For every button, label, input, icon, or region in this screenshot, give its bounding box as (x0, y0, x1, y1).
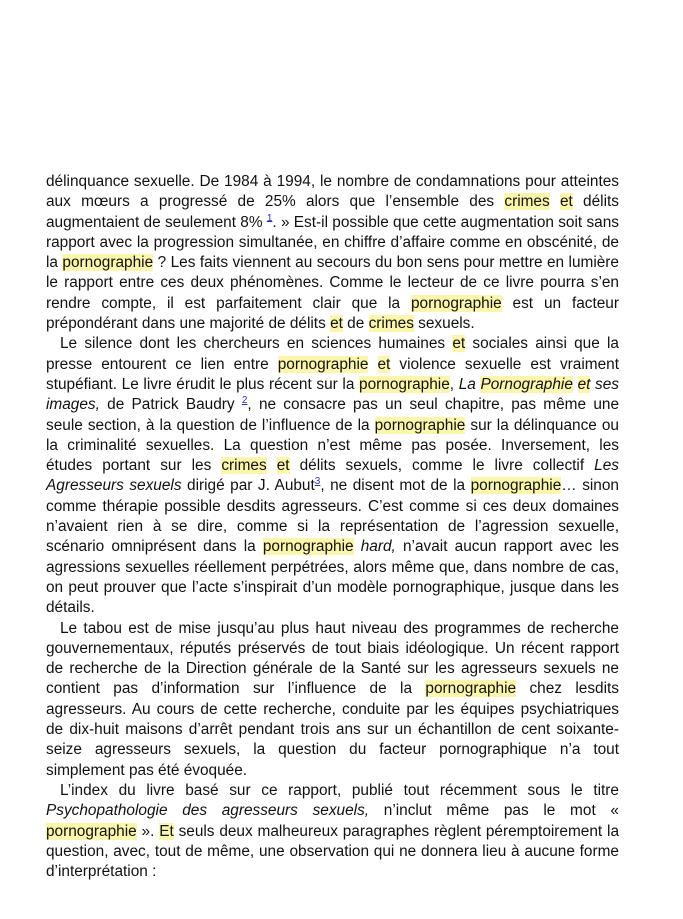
highlighted-term: pornographie (62, 254, 154, 272)
text-run: délits augmentaient de seulement 8% (46, 193, 619, 231)
italic-text: hard, (360, 538, 396, 556)
text-run (267, 457, 277, 474)
highlighted-term: et (330, 315, 343, 333)
footnote-link[interactable]: 1 (266, 212, 273, 224)
document-page (46, 172, 619, 882)
paragraph (46, 781, 619, 882)
highlighted-term: Et (159, 822, 174, 840)
text-run: Le silence dont les chercheurs en sciences humaines (60, 335, 453, 353)
highlighted-term: pornographie (277, 355, 369, 373)
text-run: délinquance sexuelle. De 1984 à 1994, le nombre de condamnations pour atteintes aux mœurs a progressé de 25% alors que l’ensemble des (46, 173, 619, 211)
text-run (354, 538, 361, 555)
italic-text (573, 376, 578, 393)
text-run: sexuels. (413, 315, 475, 333)
text-run: Le tabou est de mise jusqu’au plus haut niveau des programmes de recherche gouvernementaux, réputés préservés de tout biais idéologique. Un récent rapport de recherche de la Direction générale de la Santé sur les agresseurs sexuels ne contient pas d’information sur l’influence de la (46, 619, 619, 698)
highlighted-term: et (452, 335, 466, 353)
text-run: , (449, 375, 459, 393)
text-run: … sinon comme thérapie possible desdits agresseurs. C’est comme si ces deux domaines n’avaient rien à se dire, comme si la représentation de l’agression sexuelle, scénario omniprésent dans la (46, 477, 619, 556)
highlighted-term: pornographie (374, 416, 466, 434)
paragraph (46, 619, 619, 781)
highlighted-term: pornographie (46, 822, 137, 840)
highlighted-term: crimes (221, 457, 267, 475)
text-run (368, 356, 377, 373)
footnote-link[interactable]: 3 (314, 476, 321, 488)
text-run (550, 193, 560, 210)
text-run: sur la délinquance ou la criminalité sexuelles. La question n’est même pas posée. Inversement, les études portant sur les (46, 416, 619, 475)
highlighted-term: et (276, 457, 290, 475)
italic-text: La (458, 375, 481, 393)
highlighted-term: pornographie (410, 294, 502, 312)
highlighted-term: pornographie (470, 477, 562, 495)
text-run: dirigé par J. Aubut (181, 477, 315, 495)
text-run: est un facteur prépondérant dans une majorité de délits (46, 294, 619, 333)
italic-text: Les Agresseurs sexuels (46, 457, 619, 495)
highlighted-term: et (559, 193, 573, 211)
text-run: sociales ainsi que la presse entourent ce lien entre (46, 335, 619, 373)
highlighted-term: crimes (368, 315, 414, 333)
text-run: L’index du livre basé sur ce rapport, publié tout récemment sous le titre (60, 781, 619, 799)
highlighted-term: crimes (504, 193, 550, 211)
highlighted-term: pornographie (359, 375, 450, 393)
text-run: délits sexuels, comme le livre collectif (289, 457, 595, 475)
paragraph (46, 172, 619, 334)
italic-text: ses images, (46, 375, 620, 414)
highlighted-term: pornographie (262, 538, 354, 556)
italic-text: Psychopathologie des agresseurs sexuels, (46, 802, 370, 820)
text-run: , ne consacre pas un seul chapitre, pas même une seule section, à la question de l’influence de la (46, 396, 620, 434)
text-run: chez lesdits agresseurs. Au cours de cette recherche, conduite par les équipes psychiatriques de dix-huit maisons d’arrêt pendant trois ans sur un échantillon de cent soixante-seize agresseurs sexuels, la question du facteur pornographique n’a tout simplement pas été évoquée. (46, 680, 619, 779)
highlighted-term: pornographie (425, 680, 517, 698)
highlighted-term: et (577, 375, 591, 393)
highlighted-term: et (377, 355, 391, 373)
text-run: ? Les faits viennent au secours du bon sens pour mettre en lumière le rapport entre ces deux phénomènes. Comme le lecteur de ce livre pourra s’en rendre compte, il est parfaitement clair que la (46, 254, 619, 312)
footnote-link[interactable]: 2 (241, 395, 248, 407)
text-run: violence sexuelle est vraiment stupéfiant. Le livre érudit le plus récent sur la (46, 355, 619, 393)
text-run: n’avait aucun rapport avec les agressions sexuelles réellement perpétrées, alors même que, dans nombre de cas, on peut prouver que l’acte s’inspirait d’un modèle pornographique, jusque dans les détails. (46, 538, 620, 617)
text-run: seuls deux malheureux paragraphes règlent péremptoirement la question, avec, tout de même, une observation qui ne donnera lieu à aucune forme d’interprétation : (46, 822, 620, 881)
text-run: , ne disent mot de la (320, 477, 471, 495)
text-run: de Patrick Baudry (99, 396, 242, 414)
text-run: ». (136, 822, 160, 840)
text-run: n’inclut même pas le mot « (369, 802, 619, 820)
text-run: . » Est-il possible que cette augmentation soit sans rapport avec la progression simultanée, en chiffre d’affaire comme en obscénité, de la (46, 213, 619, 272)
paragraph (46, 334, 619, 618)
text-run: de (342, 315, 369, 333)
highlighted-term: Pornographie (480, 375, 573, 393)
